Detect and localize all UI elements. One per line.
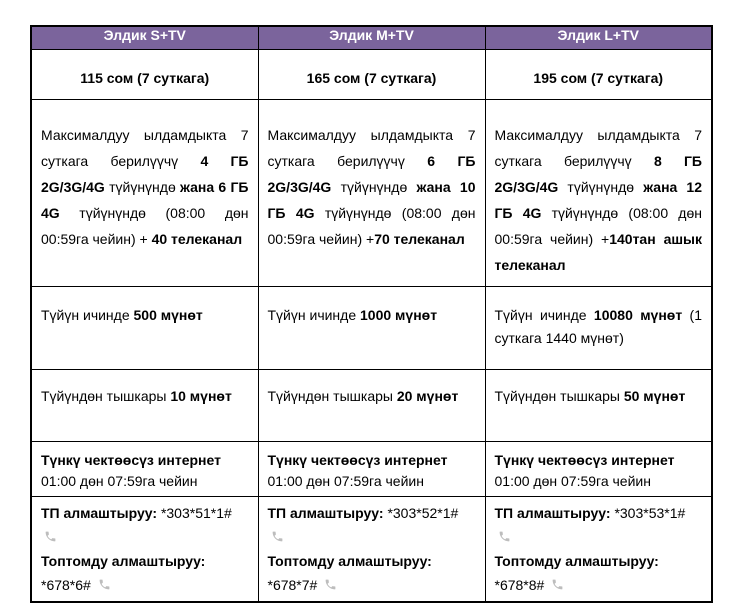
night-internet-row	[31, 441, 712, 496]
ussd-codes-cell: ТП алмаштыруу: *303*52*1# Топтомду алмаштыруу: *678*7#	[258, 496, 485, 602]
tariff-comparison-table-container	[30, 25, 713, 603]
plan-header-eldik-l-tv: Элдик L+TV	[485, 26, 712, 49]
internet-description-cell: Максималдуу ылдамдыкта 7 суткага берилүүчү 6 ГБ 2G/3G/4G түйүнүндө жана 10 ГБ 4G түйүнүндө (08:00 дөн 00:59га чейин) +70 телеканал	[258, 99, 485, 286]
night-internet-cell: Түнкү чектөөсүз интернет 01:00 дөн 07:59га чейин	[258, 441, 485, 496]
ussd-codes-cell: ТП алмаштыруу: *303*51*1# Топтомду алмаштыруу: *678*6#	[31, 496, 258, 602]
phone-icon	[498, 530, 511, 545]
in-network-minutes-cell: Түйүн ичинде 1000 мүнөт	[258, 286, 485, 369]
plan-header-eldik-s-tv: Элдик S+TV	[31, 26, 258, 49]
phone-icon	[551, 578, 564, 593]
night-internet-cell: Түнкү чектөөсүз интернет 01:00 дөн 07:59га чейин	[485, 441, 712, 496]
phone-icon	[98, 578, 111, 593]
phone-icon	[44, 530, 57, 545]
off-network-minutes-cell: Түйүндөн тышкары 20 мүнөт	[258, 369, 485, 441]
in-network-minutes-cell: Түйүн ичинде 500 мүнөт	[31, 286, 258, 369]
price-cell: 165 сом (7 суткага)	[258, 49, 485, 99]
off-network-minutes-cell: Түйүндөн тышкары 50 мүнөт	[485, 369, 712, 441]
phone-icon	[271, 530, 284, 545]
tariff-comparison-table	[30, 25, 713, 603]
internet-description-cell: Максималдуу ылдамдыкта 7 суткага берилүүчү 8 ГБ 2G/3G/4G түйүнүндө жана 12 ГБ 4G түйүнүндө (08:00 дөн 00:59га чейин) +140тан ашык телеканал	[485, 99, 712, 286]
phone-icon	[324, 578, 337, 593]
price-row	[31, 49, 712, 99]
plan-header-eldik-m-tv: Элдик M+TV	[258, 26, 485, 49]
internet-description-cell: Максималдуу ылдамдыкта 7 суткага берилүүчү 4 ГБ 2G/3G/4G түйүнүндө жана 6 ГБ 4G түйүнүндө (08:00 дөн 00:59га чейин) + 40 телеканал	[31, 99, 258, 286]
price-cell: 115 сом (7 суткага)	[31, 49, 258, 99]
in-network-minutes-cell: Түйүн ичинде 10080 мүнөт (1 суткага 1440 мүнөт)	[485, 286, 712, 369]
off-network-minutes-cell: Түйүндөн тышкары 10 мүнөт	[31, 369, 258, 441]
night-internet-cell: Түнкү чектөөсүз интернет 01:00 дөн 07:59га чейин	[31, 441, 258, 496]
off-network-minutes-row	[31, 369, 712, 441]
price-cell: 195 сом (7 суткага)	[485, 49, 712, 99]
plan-header-row	[31, 26, 712, 49]
ussd-codes-cell: ТП алмаштыруу: *303*53*1# Топтомду алмаштыруу: *678*8#	[485, 496, 712, 602]
in-network-minutes-row	[31, 286, 712, 369]
internet-description-row	[31, 99, 712, 286]
ussd-codes-row	[31, 496, 712, 602]
